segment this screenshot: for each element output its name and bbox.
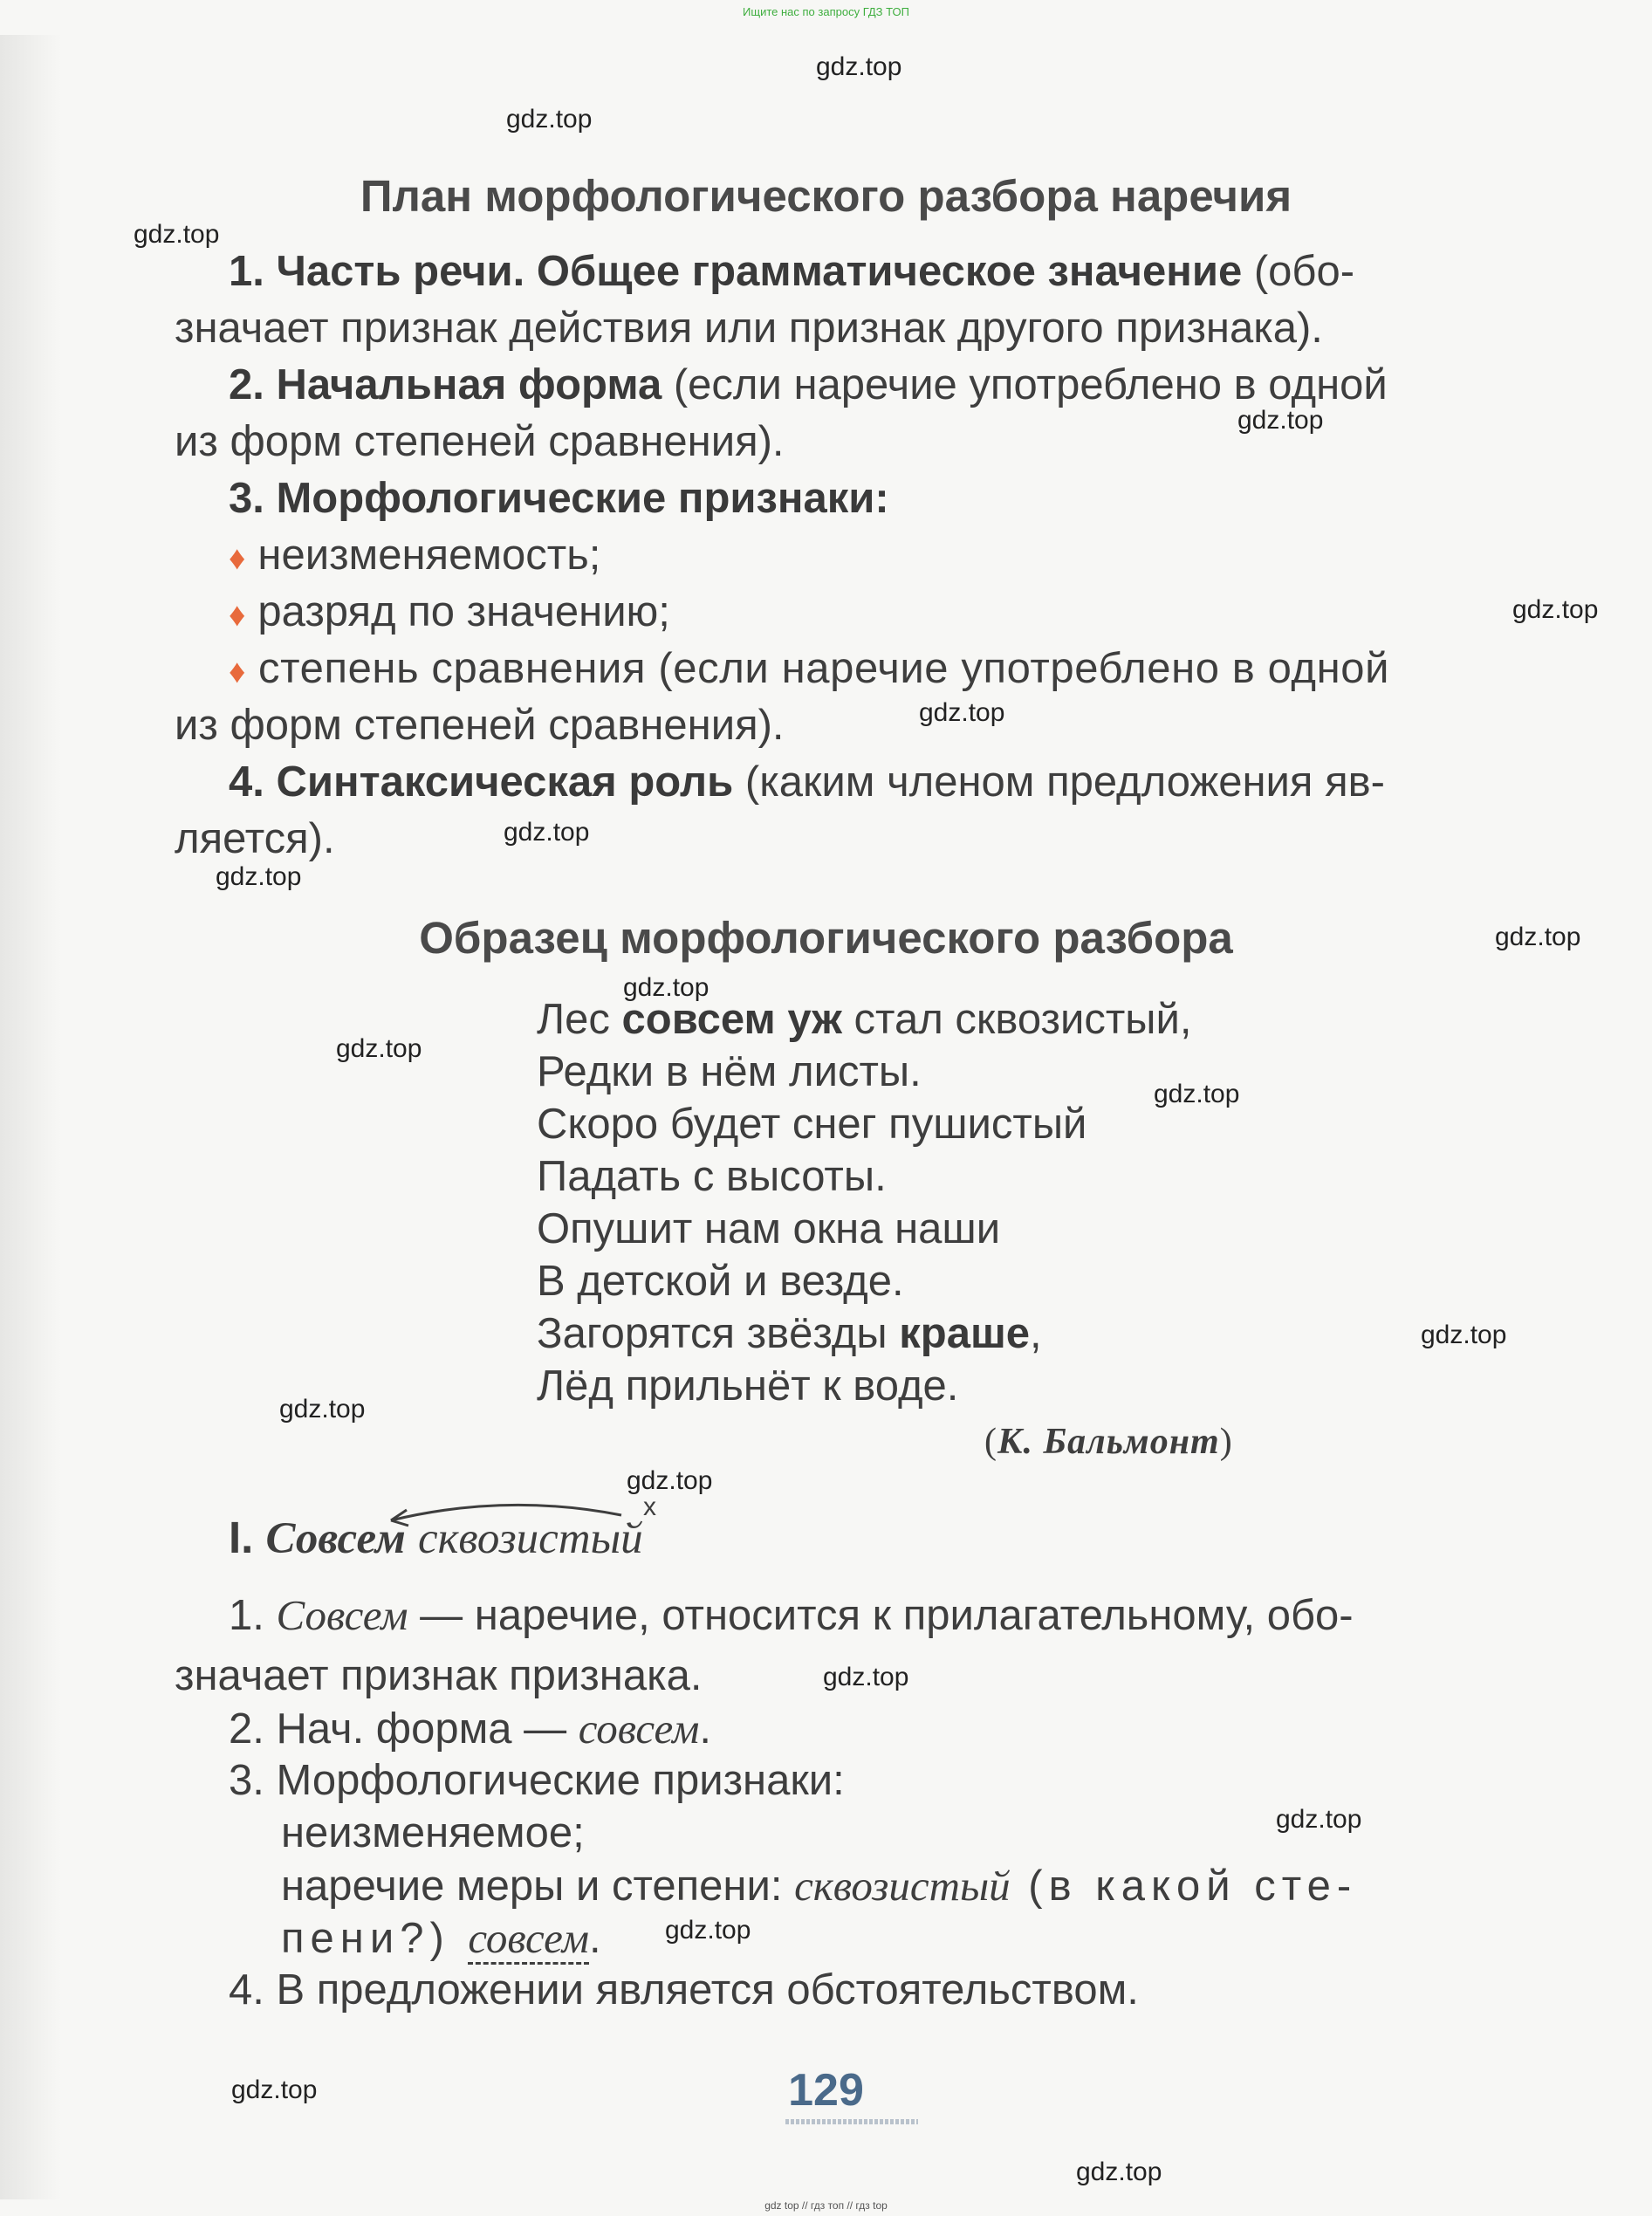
point-number: 1. [229, 1592, 277, 1639]
plan-bullet-3 [229, 644, 1389, 693]
watermark: gdz.top [231, 2075, 318, 2104]
watermark: gdz.top [1421, 1321, 1507, 1349]
watermark: gdz.top [623, 973, 709, 1002]
watermark: gdz.top [1076, 2158, 1162, 2186]
poem-line-1 [537, 995, 1192, 1044]
plan-item-1-label: 1. Часть речи. Общее грамматическое значение [229, 248, 1243, 295]
point-text: . [699, 1705, 711, 1753]
analysis-word: совсем [578, 1705, 700, 1753]
watermark: gdz.top [134, 220, 220, 249]
plan-bullet-3-text: степень сравнения (если наречие употреблено в одной [258, 645, 1390, 692]
watermark: gdz.top [1495, 923, 1581, 951]
watermark: gdz.top [665, 1916, 751, 1945]
plan-item-4 [229, 758, 1385, 806]
author-paren: ( [984, 1422, 997, 1462]
plan-item-1-text: (обо- [1253, 248, 1355, 295]
plan-bullet-2 [229, 587, 670, 636]
main-word-mark: x [643, 1492, 656, 1521]
sample-title: Образец морфологического разбора [419, 913, 1233, 963]
analysis-word: Совсем [276, 1591, 408, 1639]
analysis-word-underlined: совсем [468, 1914, 589, 1965]
point-text: . [588, 1915, 601, 1962]
point-text: наречие меры и степени: [281, 1863, 795, 1910]
watermark: gdz.top [1512, 595, 1599, 624]
poem-author [984, 1421, 1233, 1463]
analysis-point-4: 4. В предложении является обстоятельством. [229, 1966, 1139, 2014]
watermark: gdz.top [504, 818, 590, 847]
diamond-bullet-icon: ♦ [229, 597, 246, 634]
analysis-point-3: 3. Морфологические признаки: [229, 1757, 845, 1804]
page-number: 129 [788, 2065, 864, 2116]
page-edge [0, 35, 61, 2199]
watermark: gdz.top [823, 1663, 909, 1691]
point-text: пени?) [281, 1915, 469, 1962]
plan-item-3-label: 3. Морфологические признаки: [229, 475, 889, 522]
poem-line-6: В детской и везде. [537, 1258, 904, 1305]
poem-bold-word: совсем уж [621, 996, 842, 1043]
plan-item-1 [229, 247, 1354, 296]
poem-line-4: Падать с высоты. [537, 1153, 887, 1200]
poem-line-8: Лёд прильнёт к воде. [537, 1362, 959, 1410]
analysis-word: сквозистый [794, 1862, 1011, 1910]
poem-text: Лес [537, 996, 622, 1043]
poem-line-2: Редки в нём листы. [537, 1048, 922, 1095]
diamond-bullet-icon: ♦ [229, 540, 246, 577]
watermark: gdz.top [1237, 406, 1324, 435]
plan-item-2-cont: из форм степеней сравнения). [175, 418, 785, 465]
poem-line-7 [537, 1309, 1042, 1358]
diamond-bullet-icon: ♦ [229, 654, 246, 690]
poem-bold-word: краше [899, 1310, 1031, 1357]
analysis-point-1 [229, 1590, 1354, 1640]
poem-line-5: Опушит нам окна наши [537, 1205, 1001, 1252]
analysis-point-1-cont: значает признак признака. [175, 1652, 703, 1699]
watermark: gdz.top [627, 1466, 713, 1495]
poem-text: Загорятся звёзды [537, 1310, 900, 1357]
watermark: gdz.top [919, 698, 1005, 727]
phrase-roman-numeral: I. [229, 1513, 254, 1562]
point-text: — наречие, относится к прилагательному, обо- [408, 1592, 1354, 1639]
plan-item-4-text: (каким членом предложения яв- [744, 758, 1385, 806]
watermark: gdz.top [506, 105, 593, 134]
poem-text: , [1030, 1310, 1042, 1357]
author-name: К. Бальмонт [997, 1422, 1220, 1462]
analysis-point-2 [229, 1704, 711, 1753]
bottom-note: gdz top // гдз топ // гдз top [764, 2199, 888, 2212]
poem-text: стал сквозистый, [841, 996, 1192, 1043]
analysis-point-3-a: неизменяемое; [281, 1809, 585, 1856]
author-paren: ) [1219, 1422, 1233, 1462]
point-text: (в какой сте- [1010, 1863, 1358, 1910]
plan-bullet-1-text: неизменяемость; [257, 532, 601, 579]
plan-item-2-label: 2. Начальная форма [229, 361, 662, 408]
analysis-point-3-c [281, 1913, 601, 1963]
plan-item-4-cont: ляется). [175, 815, 335, 862]
watermark: gdz.top [336, 1034, 422, 1063]
plan-item-2 [229, 360, 1388, 409]
analysis-point-3-b [281, 1861, 1357, 1911]
plan-item-2-text: (если наречие употреблено в одной [673, 361, 1388, 408]
plan-title: План морфологического разбора наречия [360, 171, 1292, 221]
phrase-dependent-word: Совсем [265, 1514, 406, 1563]
poem-line-3: Скоро будет снег пушистый [537, 1101, 1087, 1148]
watermark: gdz.top [216, 862, 302, 891]
plan-bullet-3-cont: из форм степеней сравнения). [175, 702, 785, 749]
plan-item-1-cont: значает признак действия или признак другого признака). [175, 305, 1323, 352]
page-number-underline [785, 2119, 918, 2124]
plan-bullet-2-text: разряд по значению; [257, 588, 670, 635]
phrase-title [229, 1512, 643, 1564]
top-note: Ищите нас по запросу ГДЗ ТОП [743, 5, 909, 18]
watermark: gdz.top [816, 52, 902, 81]
point-text: 2. Нач. форма — [229, 1705, 579, 1753]
phrase-main-word: сквозистый [417, 1514, 643, 1563]
watermark: gdz.top [1154, 1080, 1240, 1108]
plan-item-4-label: 4. Синтаксическая роль [229, 758, 734, 806]
plan-bullet-1 [229, 531, 600, 580]
watermark: gdz.top [1276, 1805, 1362, 1834]
watermark: gdz.top [279, 1395, 366, 1424]
